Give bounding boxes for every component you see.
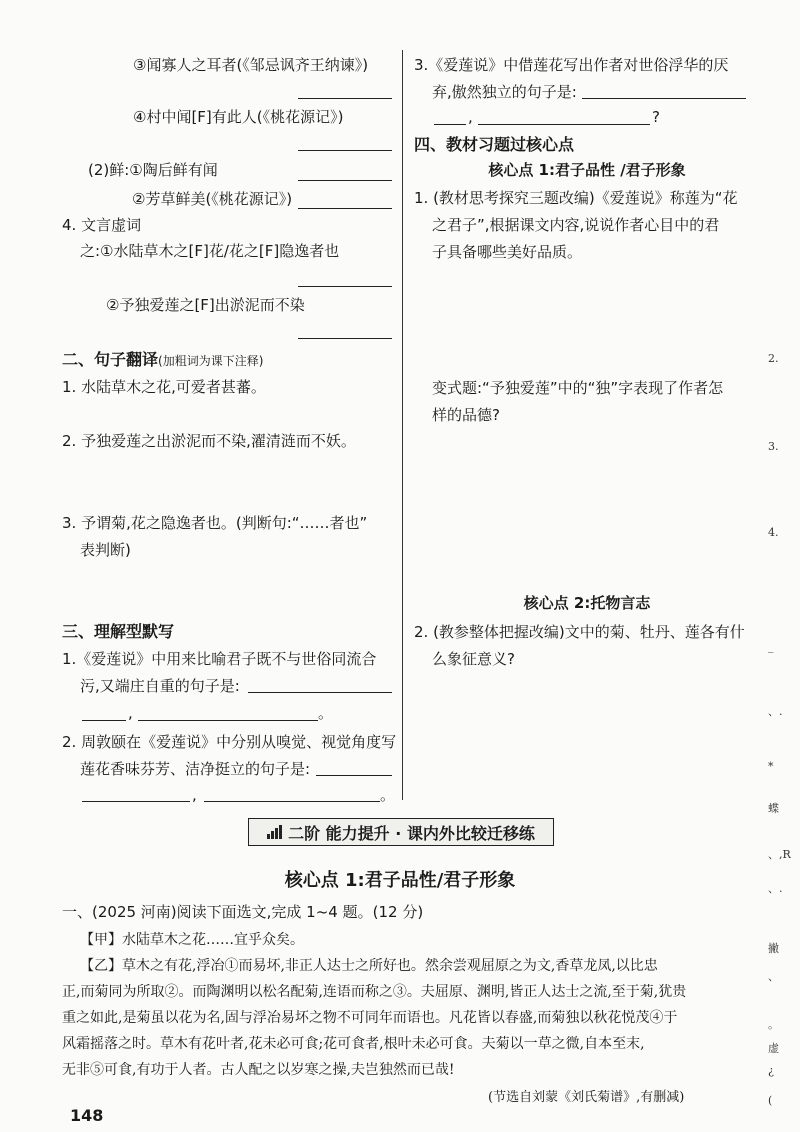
dictation-q2-line2: 莲花香味芬芳、洁净挺立的句子是:: [80, 760, 311, 778]
left-item-3: ③闻寡人之耳者(《邹忌讽齐王纳谏》): [133, 56, 369, 74]
section-3-title: 三、理解型默写: [62, 622, 175, 641]
passage-intro: 一、(2025 河南)阅读下面选文,完成 1~4 题。(12 分): [62, 903, 424, 921]
section-4-title: 4. 文言虚词: [62, 216, 142, 234]
passage-source: (节选自刘蒙《刘氏菊谱》,有删减): [488, 1090, 685, 1105]
dictation-q1-end: 。: [318, 704, 334, 722]
translate-q2: 2. 予独爱莲之出淤泥而不染,濯清涟而不妖。: [62, 432, 356, 450]
dictation-q1-sep: ,: [128, 704, 133, 722]
edge-mark: ¿: [768, 1064, 774, 1077]
passage-jia: 【甲】水陆草木之花……宜乎众矣。: [80, 932, 304, 948]
right-q3-line2: 弃,傲然独立的句子是:: [432, 83, 577, 101]
answer-line[interactable]: [82, 801, 190, 802]
right-q2-line1: 2. (教参整体把握改编)文中的菊、牡丹、莲各有什: [414, 623, 745, 641]
answer-line[interactable]: [298, 98, 392, 99]
edge-mark: (: [768, 1094, 773, 1107]
passage-yi-4: 风霜摇落之时。草木有花叶者,花未必可食;花可食者,根叶未必可食。夫菊以一草之微,自本至末,: [62, 1036, 645, 1052]
right-q3-sep: ,: [468, 108, 473, 126]
dictation-q2-sep: ,: [192, 786, 197, 804]
variant-line1: 变式题:“予独爱莲”中的“独”字表现了作者怎: [432, 379, 724, 397]
dictation-q1-line2: 污,又端庄自重的句子是:: [80, 677, 240, 695]
page-number: 148: [70, 1106, 104, 1125]
column-divider: [402, 50, 403, 800]
edge-mark: 、,R: [768, 848, 791, 861]
answer-line[interactable]: [298, 180, 392, 181]
stage-banner: [248, 818, 554, 846]
edge-mark: 4.: [768, 526, 779, 539]
passage-yi-5: 无非⑤可食,有功于人者。古人配之以岁寒之操,夫岂独然而已哉!: [62, 1062, 455, 1078]
section-4-heading: 四、教材习题过核心点: [414, 135, 575, 154]
answer-line[interactable]: [298, 150, 392, 151]
left-item-4: ④村中闻[F]有此人(《桃花源记》): [133, 108, 344, 126]
answer-line[interactable]: [434, 124, 466, 125]
translate-q3-line1: 3. 予谓菊,花之隐逸者也。(判断句:“……者也”: [62, 514, 368, 532]
passage-yi-3: 重之如此,是菊虽以花为名,固与浮冶易坏之物不可同年而语也。凡花皆以春盛,而菊独以秋花悦茂④于: [62, 1010, 678, 1026]
signal-bars-icon: [267, 825, 282, 839]
dictation-q2-end: 。: [380, 786, 396, 804]
right-q1-line3: 子具备哪些美好品质。: [432, 243, 583, 261]
answer-line[interactable]: [478, 124, 650, 125]
edge-mark: 蝶: [768, 802, 779, 815]
answer-line[interactable]: [82, 720, 126, 721]
passage-yi-1: 【乙】草木之有花,浮冶①而易坏,非正人达士之所好也。然余尝观屈原之为文,香草龙凤,以比忠: [80, 958, 658, 974]
edge-mark: 3.: [768, 440, 779, 453]
translate-q3-line2: 表判断): [80, 541, 131, 559]
answer-line[interactable]: [298, 338, 392, 339]
left-item-xian-1: (2)鲜:①陶后鲜有闻: [88, 161, 218, 179]
edge-mark: 、.: [768, 882, 783, 895]
answer-line[interactable]: [582, 98, 746, 99]
edge-mark: 、: [768, 970, 779, 983]
answer-line[interactable]: [248, 692, 392, 693]
section-2-note: (加粗词为课下注释): [158, 354, 264, 368]
variant-line2: 样的品德?: [432, 406, 500, 424]
right-q3-line1: 3.《爱莲说》中借莲花写出作者对世俗浮华的厌: [414, 56, 729, 74]
section-2-title: 二、句子翻译: [62, 350, 159, 369]
stage-banner-text: 二阶 能力提升 · 课内外比较迁移练: [288, 823, 535, 843]
core-section-title: 核心点 1:君子品性/君子形象: [284, 870, 516, 891]
right-q1-line2: 之君子”,根据课文内容,说说作者心目中的君: [432, 216, 720, 234]
edge-mark: 撇: [768, 942, 779, 955]
edge-mark: _: [768, 640, 774, 653]
xuci-line-1: 之:①水陆草木之[F]花/花之[F]隐逸者也: [80, 242, 340, 260]
right-q3-end: ?: [652, 108, 660, 126]
answer-line[interactable]: [298, 208, 392, 209]
answer-line[interactable]: [204, 801, 380, 802]
right-q1-line1: 1. (教材思考探究三题改编)《爱莲说》称莲为“花: [414, 189, 738, 207]
core-point-2: 核心点 2:托物言志: [523, 594, 651, 612]
dictation-q1-line1: 1.《爱莲说》中用来比喻君子既不与世俗同流合: [62, 650, 377, 668]
right-q2-line2: 么象征意义?: [432, 650, 515, 668]
answer-line[interactable]: [298, 286, 392, 287]
answer-line[interactable]: [138, 720, 318, 721]
edge-mark: 。: [768, 1018, 779, 1031]
answer-line[interactable]: [316, 775, 392, 776]
passage-yi-2: 正,而菊同为所取②。而陶渊明以松名配菊,连语而称之③。夫屈原、渊明,皆正人达士之流,至于菊,犹贵: [62, 984, 687, 1000]
edge-mark: *: [768, 760, 774, 773]
left-item-xian-2: ②芳草鲜美(《桃花源记》): [132, 190, 293, 208]
section-2-header: [62, 346, 263, 375]
edge-mark: 虚: [768, 1042, 779, 1055]
edge-mark: 2.: [768, 352, 779, 365]
edge-mark: 、.: [768, 705, 783, 718]
translate-q1: 1. 水陆草木之花,可爱者甚蕃。: [62, 378, 266, 396]
dictation-q2-line1: 2. 周敦颐在《爱莲说》中分别从嗅觉、视觉角度写: [62, 733, 397, 751]
core-point-1: 核心点 1:君子品性 /君子形象: [488, 161, 686, 179]
xuci-line-2: ②予独爱莲之[F]出淤泥而不染: [106, 296, 305, 314]
